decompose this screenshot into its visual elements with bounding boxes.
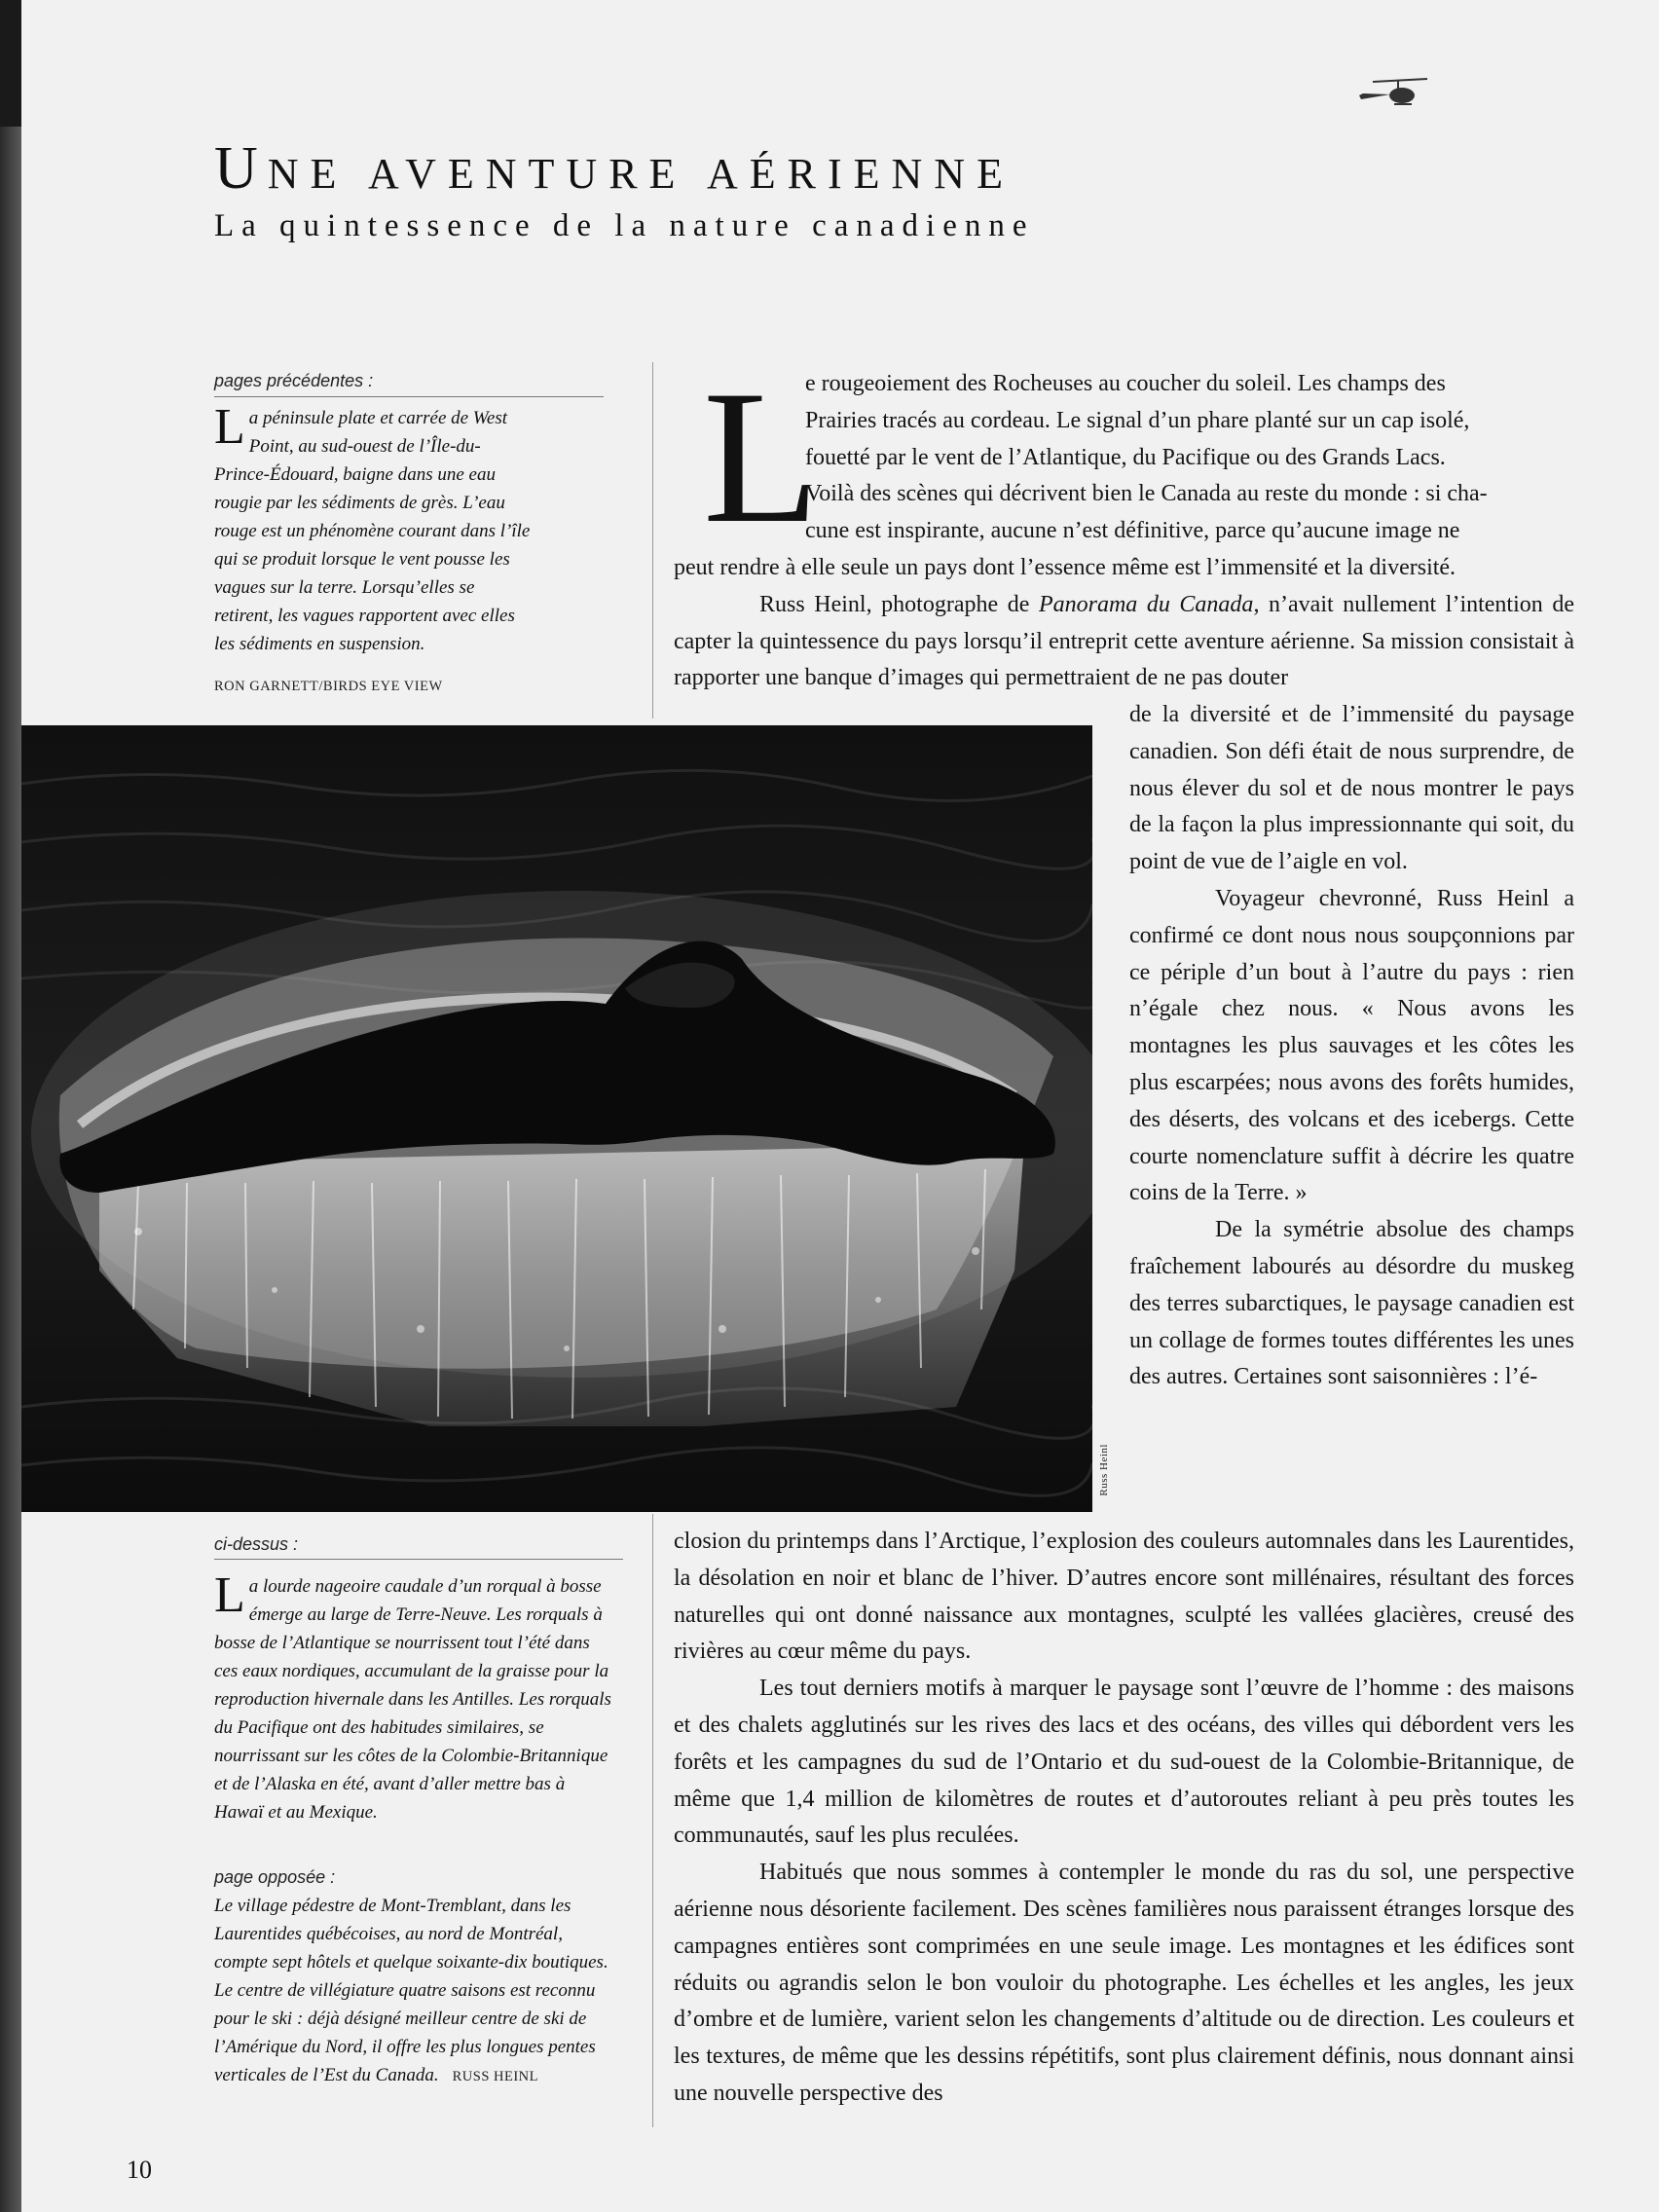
caption-rule [214,1559,623,1560]
page-number: 10 [127,2156,152,2184]
page-title [214,134,1014,203]
paragraph: de la diversité et de l’immensité du paysage canadien. Son défi était de nous surprendre, de nous élever du sol et de nous montrer le pays de la façon la plus impressionnante qui soit, du point de vue de l’aigle en vol. [1129,702,1574,875]
paragraph: De la symétrie absolue des champs fraîchement labourés au désordre du muskeg des terres subarctiques, le paysage canadien est un collage de formes toutes différentes les unes des autres. Certaines sont saisonnières : l’é- [1129,1217,1574,1390]
column-divider-bottom [652,1514,653,2127]
caption-whale [214,1567,613,1826]
caption-previous-pages [214,399,535,658]
caption-rule [214,396,604,397]
caption-label-opposite: page opposée : [214,1867,336,1887]
book-title: Panorama du Canada [1038,591,1254,617]
paragraph: Voyageur chevronné, Russ Heinl a confirmé ce dont nous nous soupçonnions par ce périple d’un bout à l’autre du pays : rien n’égale chez nous. « Nous avons les montagnes les plus sauvages et les côtes les plus escarpées; nous avons des forêts humides, des déserts, des volcans et des icebergs. Cette courte nomenclature suffit à décrire les quatre coins de la Terre. » [1129,885,1574,1206]
whale-tail-photo [21,725,1092,1512]
helicopter-icon [1355,76,1433,115]
paragraph: Habitués que nous sommes à contempler le monde du ras du sol, une perspective aérienne nous désoriente facilement. Des scènes familières nous paraissent étranges lorsque des campagnes entières sont comprimées en une seule image. Les montagnes et les édifices sont réduits ou agrandis selon le bon vouloir du photographe. Les échelles et les angles, les jeux d’ombre et de lumière, varient selon les changements d’altitude ou de direction. Les couleurs et les textures, de même que les dessins répétitifs, sont plus clairement définis, nous donnant ainsi une nouvelle perspective des [674,1860,1574,2106]
paragraph: Les tout derniers motifs à marquer le paysage sont l’œuvre de l’homme : des maisons et des chalets agglutinés sur les rives des lacs et des océans, des villes qui débordent vers les forêts et les campagnes du sud de l’Ontario et du sud-ouest de la Colombie-Britannique, de même que 1,4 million de kilomètres de routes et d’autoroutes reliant à peu près toutes les communautés, sauf les plus reculées. [674,1676,1574,1849]
subtitle-text: La quintessence de la nature canadienne [214,208,1035,243]
article-main-wide [674,550,1574,697]
paragraph: peut rendre à elle seule un pays dont l’essence même est l’immensité et la diversité. [674,555,1456,580]
caption-text: a péninsule plate et carrée de West Point, au sud-ouest de l’Île-du-Prince-Édouard, baigne dans une eau rougie par les sédiments de grès. L’eau rouge est un phénomène courant dans l’île qui se produit lorsque le vent pousse les vagues sur la terre. Lorsqu’elles se retirent, les vagues rapportent avec elles les sédiments en suspension. [214,408,531,654]
text-line: cune est inspirante, aucune n’est définitive, parce qu’aucune image ne [805,518,1460,544]
page-subtitle [214,208,1034,244]
photo-credit-whale: Russ Heinl [1098,1444,1110,1496]
page-edge [0,127,21,2212]
magazine-page [21,0,1659,2212]
text-line: e rougeoiement des Rocheuses au coucher du soleil. Les champs des [805,371,1446,396]
article-lower-wide [674,1524,1574,2113]
text-line: Prairies tracés au cordeau. Le signal d’un phare planté sur un cap isolé, [805,407,1470,433]
column-divider-top [652,362,653,719]
title-initial: U [214,135,268,202]
photo-credit-previous: RON GARNETT/BIRDS EYE VIEW [214,679,443,694]
article-opening-lines [805,366,1574,550]
caption-text: Le village pédestre de Mont-Tremblant, dans les Laurentides québécoises, au nord de Montréal, compte sept hôtels et quelque soixante-dix boutiques. Le centre de villégiature quatre saisons est reconnu pour le ski : déjà désigné meilleur centre de ski de l’Amérique du Nord, il offre les plus longues pentes verticales de l’Est du Canada. [214,1896,608,2085]
caption-opposite-page [214,1892,613,2091]
text-line: fouetté par le vent de l’Atlantique, du Pacifique ou des Grands Lacs. [805,444,1446,470]
caption-initial: L [214,1567,245,1623]
paragraph: closion du printemps dans l’Arctique, l’explosion des couleurs automnales dans les Laurentides, la désolation en noir et blanc de l’hiver. D’autres encore sont millénaires, résultant des forces naturelles qui ont donné naissance aux montagnes, sculpté les vallées glacières, creusé des rivières au cœur même du pays. [674,1529,1574,1665]
paragraph: Russ Heinl, photographe de Panorama du Canada, n’avait nullement l’intention de capter la quintessence du pays lorsqu’il entreprit cette aventure aérienne. Sa mission consistait à rapporter une banque d’images qui permettraient de ne pas douter [674,591,1574,691]
caption-label-previous: pages précédentes : [214,371,374,390]
photo-credit-opposite: RUSS HEINL [452,2069,538,2084]
article-narrow-column [1129,697,1574,1396]
caption-text: a lourde nageoire caudale d’un rorqual à bosse émerge au large de Terre-Neuve. Les rorquals à bosse de l’Atlantique se nourrissent tout l’été dans ces eaux nordiques, accumulant de la graisse pour la reproduction hivernale dans les Antilles. Les rorquals du Pacifique ont des habitudes similaires, se nourrissant sur les côtes de la Colombie-Britannique et de l’Alaska en été, avant d’aller mettre bas à Hawaï et au Mexique. [214,1576,611,1823]
caption-initial: L [214,399,245,455]
drop-cap: L [703,351,820,563]
text-line: Voilà des scènes qui décrivent bien le Canada au reste du monde : si cha- [805,481,1488,507]
caption-label-above: ci-dessus : [214,1534,299,1554]
title-rest: NE AVENTURE AÉRIENNE [267,150,1014,198]
